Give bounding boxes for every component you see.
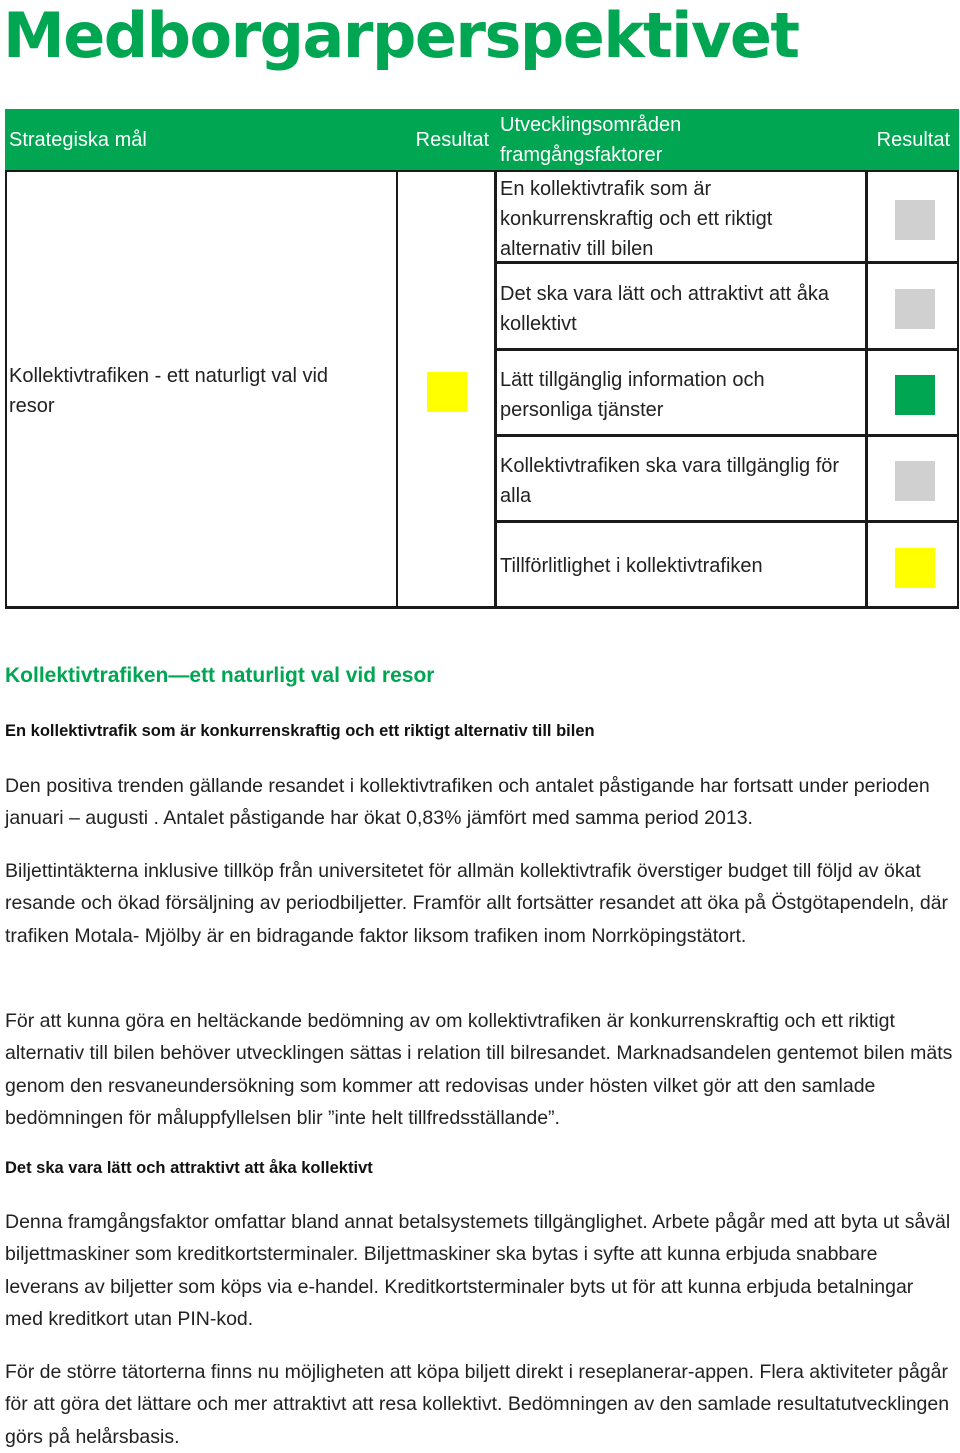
- table-divider-goal: [396, 171, 398, 609]
- factor-status-indicator: [895, 375, 935, 415]
- header-development-areas-line1: Utvecklingsområden: [500, 114, 682, 136]
- factor-divider: [495, 434, 959, 437]
- subheading-competitive: En kollektivtrafik som är konkurrenskraftig och ett riktigt alternativ till bilen: [5, 722, 595, 740]
- header-development-areas: [495, 109, 866, 171]
- factor-label: En kollektivtrafik som är konkurrenskraftig och ett riktigt alternativ till bilen: [500, 178, 773, 260]
- table-divider-factor: [865, 171, 868, 609]
- goal-cell: [9, 361, 379, 421]
- table-header-rule: [5, 170, 959, 172]
- results-table: [5, 109, 959, 609]
- factor-label: Tillförlitlighet i kollektivtrafiken: [500, 555, 763, 577]
- paragraph-ticket-revenue: Biljettintäkterna inklusive tillköp från universitetet för allmän kollektivtrafik överstiger budget till följd av ökat resande och ökad försäljning av periodbiljetter. Framför allt fortsätter resandet att öka på Östgötapendeln, där trafiken Motala- Mjölby är en bidragande faktor liksom trafiken inom Norrköpingstätort.: [5, 860, 949, 947]
- table-border-right: [957, 171, 959, 609]
- factor-row-1: [500, 174, 855, 264]
- factor-row-4: [500, 451, 855, 511]
- paragraph-assessment: För att kunna göra en heltäckande bedömning av om kollektivtrafiken är konkurrenskraftig och ett riktigt alternativ till bilen behöver utvecklingen sättas i relation till bilresandet. Marknadsandelen gentemot bilen mäts genom den resvaneundersökning som kommer att redovisas under hösten vilket gör att den samlade bedömningen för måluppfyllelsen blir ”inte helt tillfredsställande”.: [5, 1010, 953, 1129]
- factor-status-indicator: [895, 200, 935, 240]
- page-title: Medborgarperspektivet: [3, 0, 799, 72]
- header-result-goal: [396, 109, 495, 171]
- header-strategic-goals-label: Strategiska mål: [9, 128, 147, 151]
- goal-text: Kollektivtrafiken - ett naturligt val vid resor: [9, 365, 329, 417]
- factor-row-3: [500, 365, 855, 425]
- header-result-goal-label: Resultat: [415, 128, 489, 151]
- factor-status-indicator: [895, 461, 935, 501]
- paragraph-trend: Den positiva trenden gällande resandet i kollektivtrafiken och antalet påstigande har fortsatt under perioden januari – augusti . Antalet påstigande har ökat 0,83% jämfört med samma period 2013.: [5, 775, 930, 830]
- factor-label: Lätt tillgänglig information och personliga tjänster: [500, 369, 765, 421]
- table-border-left: [5, 171, 7, 609]
- table-divider-result: [494, 171, 497, 609]
- header-result-factor-label: Resultat: [876, 128, 950, 151]
- factor-status-indicator: [895, 548, 935, 588]
- factor-divider: [495, 261, 959, 264]
- header-strategic-goals: [5, 109, 396, 171]
- factor-status-indicator: [895, 289, 935, 329]
- subheading-easy-attractive: Det ska vara lätt och attraktivt att åka kollektivt: [5, 1159, 373, 1177]
- paragraph-app-tickets: För de större tätorterna finns nu möjligheten att köpa biljett direkt i reseplanerar-appen. Flera aktiviteter pågår för att göra det lättare och mer attraktivt att resa kollektivt. Bedömningen av den samlade resultatutvecklingen görs på helårsbasis.: [5, 1361, 950, 1448]
- header-result-factor: [866, 109, 959, 171]
- header-development-areas-line2: framgångsfaktorer: [500, 144, 663, 166]
- factor-divider: [495, 348, 959, 351]
- factor-label: Kollektivtrafiken ska vara tillgänglig för alla: [500, 455, 840, 507]
- factor-row-5: [500, 551, 855, 581]
- table-bottom-border: [5, 606, 959, 609]
- factor-divider: [495, 520, 959, 523]
- factor-label: Det ska vara lätt och attraktivt att åka kollektivt: [500, 283, 830, 335]
- factor-row-2: [500, 279, 855, 339]
- paragraph-payment-system: Denna framgångsfaktor omfattar bland annat betalsystemets tillgänglighet. Arbete pågår med att byta ut såväl biljettmaskiner som kreditkortsterminaler. Biljettmaskiner ska bytas i syfte att kunna erbjuda snabbare leverans av biljetter som köps via e-handel. Kreditkortsterminaler byts ut för att kunna erbjuda betalningar med kreditkort utan PIN-kod.: [5, 1211, 951, 1330]
- section-heading: Kollektivtrafiken—ett naturligt val vid resor: [5, 664, 435, 687]
- goal-status-indicator: [427, 372, 467, 412]
